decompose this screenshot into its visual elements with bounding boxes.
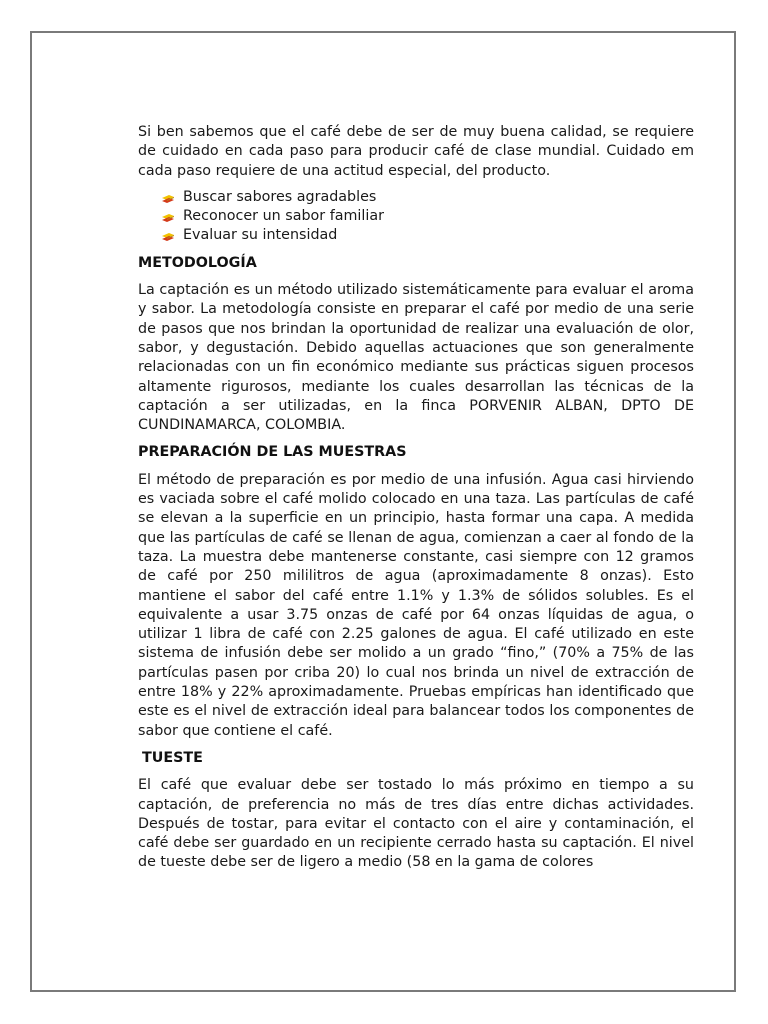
book-stack-icon: [161, 192, 175, 204]
document-page: [30, 31, 736, 992]
section-heading-metodologia: METODOLOGÍA: [138, 254, 257, 271]
section-heading-preparacion: PREPARACIÓN DE LAS MUESTRAS: [138, 444, 407, 461]
list-item: [161, 207, 694, 226]
section-body-tueste: El café que evaluar debe ser tostado lo más próximo en tiempo a su captación, de preferencia no más de tres días entre dichas actividades. Después de tostar, para evitar el contacto con el aire y contaminación, el café debe ser guardado en un recipiente cerrado hasta su captación. El nivel de tueste debe ser de ligero a medio (58 en la gama de colores: [138, 777, 694, 871]
list-item: [161, 188, 694, 207]
bullet-list: [138, 188, 694, 246]
book-stack-icon: [161, 211, 175, 223]
section-body-metodologia: La captación es un método utilizado sistemáticamente para evaluar el aroma y sabor. La metodología consiste en preparar el café por medio de una serie de pasos que nos brindan la oportunidad de realizar una evaluación de olor, sabor, y degustación. Debido aquellas actuaciones que son generalmente relacionadas con un fin económico mediante sus prácticas siguen procesos altamente rigurosos, mediante los cuales desarrollan las técnicas de la captación a ser utilizadas, en la finca PORVENIR ALBAN, DPTO DE CUNDINAMARCA, COLOMBIA.: [138, 282, 694, 434]
document-content: [138, 123, 694, 881]
section-heading-tueste: TUESTE: [142, 749, 203, 766]
list-item: [161, 226, 694, 245]
section-body-preparacion: El método de preparación es por medio de una infusión. Agua casi hirviendo es vaciada sobre el café molido colocado en una taza. Las partículas de café se elevan a la superficie en un principio, hasta formar una capa. A medida que las partículas de café se llenan de agua, comienzan a caer al fondo de la taza. La muestra debe mantenerse constante, casi siempre con 12 gramos de café por 250 mililitros de agua (aproximadamente 8 onzas). Esto mantiene el sabor del café entre 1.1% y 1.3% de sólidos solubles. Es el equivalente a usar 3.75 onzas de café por 64 onzas líquidas de agua, o utilizar 1 libra de café con 2.25 galones de agua. El café utilizado en este sistema de infusión debe ser molido a un grado “fino,” (70% a 75% de las partículas pasen por criba 20) lo cual nos brinda un nivel de extracción de entre 18% y 22% aproximadamente. Pruebas empíricas han identificado que este es el nivel de extracción ideal para balancear todos los componentes de sabor que contiene el café.: [138, 471, 694, 739]
book-stack-icon: [161, 230, 175, 242]
intro-paragraph: Si ben sabemos que el café debe de ser de muy buena calidad, se requiere de cuidado en cada paso para producir café de clase mundial. Cuidado em cada paso requiere de una actitud especial, del producto.: [138, 124, 694, 179]
bullet-text: Evaluar su intensidad: [183, 227, 338, 244]
bullet-text: Buscar sabores agradables: [183, 188, 377, 205]
bullet-text: Reconocer un sabor familiar: [183, 208, 384, 225]
